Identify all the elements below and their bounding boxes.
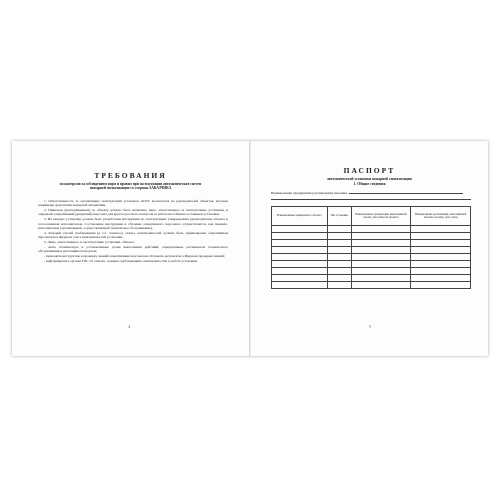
requirements-body bbox=[38, 199, 228, 264]
right-page bbox=[251, 141, 488, 356]
requirement-paragraph: 1. Ответственность за организацию эксплуатации установок АСПС возлагается на руководителей объектов, которые защищены средствами пожарной автоматики. bbox=[38, 199, 228, 208]
table-cell bbox=[411, 247, 471, 254]
table-row bbox=[272, 268, 471, 275]
passport-subtitle: автоматической установки пожарной сигнализации bbox=[327, 177, 412, 181]
table-cell bbox=[272, 233, 328, 240]
table-cell bbox=[272, 240, 328, 247]
page-number-left: 4 bbox=[128, 324, 130, 329]
table-cell bbox=[411, 233, 471, 240]
table-cell bbox=[411, 275, 471, 282]
table-cell bbox=[351, 282, 411, 289]
table-cell bbox=[327, 282, 351, 289]
column-header: Наименование защищаемого объекта bbox=[272, 207, 328, 226]
table-cell bbox=[351, 268, 411, 275]
organization-blank-line bbox=[349, 193, 463, 194]
table-cell bbox=[351, 254, 411, 261]
requirement-paragraph: 4. Каждый случай срабатывания (в т.ч. ложного), отказа, неисправностей должен быть зафиксирован оперативным персоналом в Журнале учета неисправностей установки. bbox=[38, 230, 228, 240]
requirement-paragraph: - проводить инструктаж и проверку знаний оперативным персоналом. Отражать результаты в Журнале проверки знаний; bbox=[44, 254, 225, 259]
table-cell bbox=[327, 247, 351, 254]
table-row bbox=[272, 240, 471, 247]
table-cell bbox=[327, 268, 351, 275]
table-row bbox=[272, 275, 471, 282]
organization-label: Наименование предприятия (организации) заказчика bbox=[271, 191, 348, 195]
left-page bbox=[12, 141, 249, 356]
table-cell bbox=[411, 282, 471, 289]
requirement-paragraph: 3. На каждую установку должна быть разработана инструкция по эксплуатации, утвержденная руководителем объекта и согласованная исполнителем. Составление инструкции и обучение оперативного персонала осуществляется, как правило, исполнителем (организацией, осуществляющей техническое обслуживание). bbox=[38, 217, 228, 230]
organization-field bbox=[271, 191, 471, 195]
requirement-paragraph: - информировать органы ГПС об отказах, ложных срабатываниях, неисправностях в работе установки. bbox=[44, 259, 198, 264]
open-passport-booklet bbox=[12, 141, 488, 356]
table-cell bbox=[351, 275, 411, 282]
table-cell bbox=[272, 275, 328, 282]
page-number-right: 5 bbox=[369, 324, 371, 329]
column-header: Тип установки bbox=[327, 207, 351, 226]
table-cell bbox=[327, 240, 351, 247]
table-cell bbox=[327, 226, 351, 233]
table-cell bbox=[411, 268, 471, 275]
table-cell bbox=[351, 240, 411, 247]
table-cell bbox=[327, 254, 351, 261]
table-row bbox=[272, 254, 471, 261]
column-header: Наименование организации, выполнившей монтаж, наладку, дата сдачи bbox=[411, 207, 471, 226]
organization-blank-line-2 bbox=[271, 199, 471, 200]
table-cell bbox=[327, 275, 351, 282]
table-cell bbox=[272, 226, 328, 233]
column-header: Наименование организации, выполнившей проект, дата выпуска проекта bbox=[351, 207, 411, 226]
table-cell bbox=[272, 282, 328, 289]
general-info-table bbox=[271, 206, 471, 289]
requirements-subtitle: по контролю за соблюдением норм и правил при эксплуатации автоматических систем пожарной сигнализации со стороны ЗАКАЗЧИКА bbox=[59, 182, 202, 191]
table-cell bbox=[272, 261, 328, 268]
table-cell bbox=[351, 247, 411, 254]
table-body bbox=[272, 226, 471, 289]
requirement-paragraph: - знать техническую и установленные сроки выполнения действий, определенные регламентом технического обслуживания и настоящим паспортом; bbox=[38, 244, 228, 254]
table-row bbox=[272, 226, 471, 233]
table-row bbox=[272, 261, 471, 268]
requirement-paragraph: 2. Приказом (распоряжением) по объекту должно быть назначено лицо, ответственное за эксплуатацию установки, и определен оперативный (дежурный) персонал для круглосуточного контроля за работоспособным состоянием установки. bbox=[38, 208, 228, 217]
table-row bbox=[272, 247, 471, 254]
table-cell bbox=[411, 240, 471, 247]
table-cell bbox=[351, 261, 411, 268]
table-cell bbox=[327, 261, 351, 268]
passport-title: ПАСПОРТ bbox=[343, 166, 396, 175]
table-cell bbox=[272, 254, 328, 261]
table-cell bbox=[272, 268, 328, 275]
table-cell bbox=[411, 254, 471, 261]
table-cell bbox=[351, 226, 411, 233]
table-row bbox=[272, 282, 471, 289]
table-cell bbox=[351, 233, 411, 240]
requirement-paragraph: 5. Лицо, ответственное за эксплуатацию установки, обязано: bbox=[44, 240, 135, 245]
requirements-title: ТРЕБОВАНИЯ bbox=[94, 171, 167, 180]
table-header-row bbox=[272, 207, 471, 226]
table-cell bbox=[411, 261, 471, 268]
table-cell bbox=[411, 226, 471, 233]
table-cell bbox=[327, 233, 351, 240]
table-cell bbox=[272, 247, 328, 254]
section-heading: 1. Общие сведения bbox=[353, 182, 386, 186]
table-row bbox=[272, 233, 471, 240]
